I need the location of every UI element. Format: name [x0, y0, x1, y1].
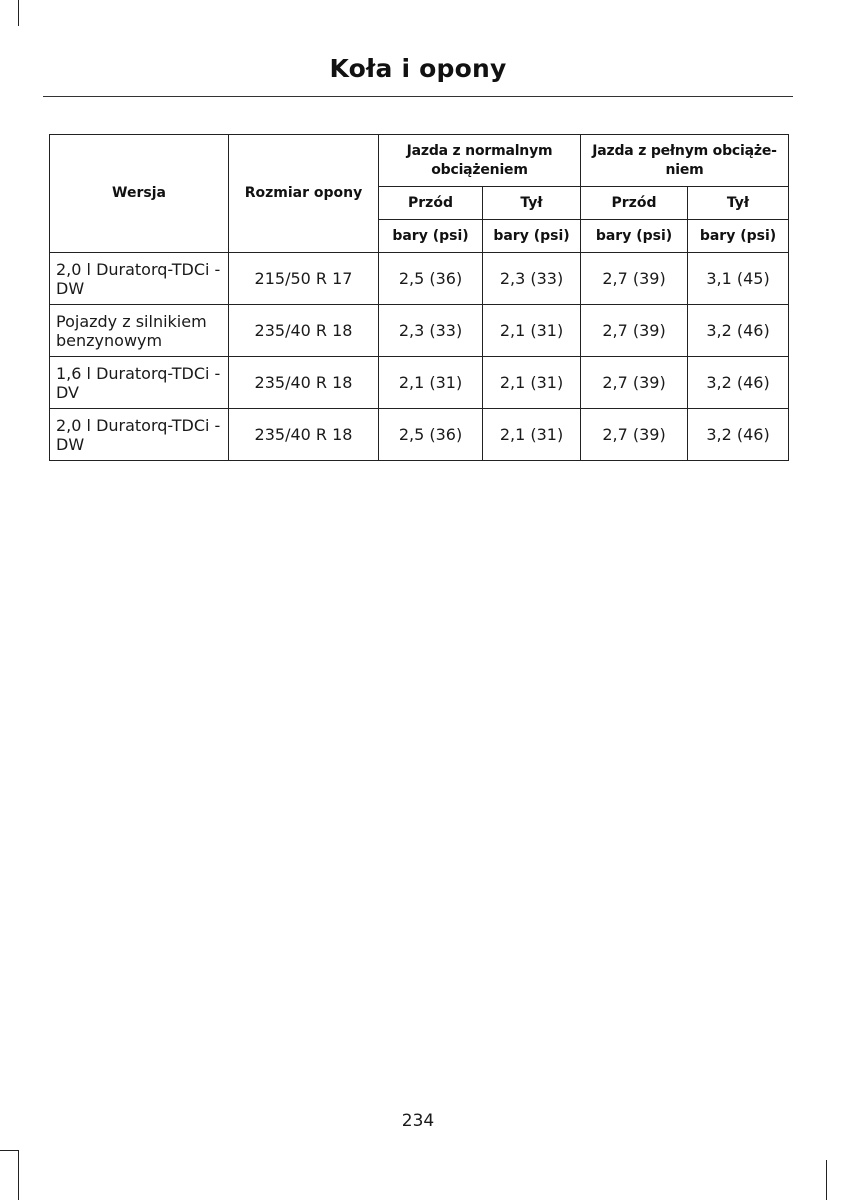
header-unit-normal-rear: bary (psi) — [483, 220, 581, 253]
header-unit-full-front: bary (psi) — [581, 220, 688, 253]
cell-tire-size: 215/50 R 17 — [229, 253, 379, 305]
cell-full-front: 2,7 (39) — [581, 357, 688, 409]
cell-full-rear: 3,2 (46) — [688, 357, 789, 409]
cell-version: 2,0 l Duratorq-TDCi - DW — [50, 253, 229, 305]
header-full-load: Jazda z pełnym obciąże-niem — [581, 135, 789, 187]
cell-full-rear: 3,1 (45) — [688, 253, 789, 305]
cell-version: 2,0 l Duratorq-TDCi - DW — [50, 409, 229, 461]
cell-full-rear: 3,2 (46) — [688, 409, 789, 461]
crop-mark-bottom-left-horizontal — [0, 1150, 18, 1151]
header-normal-load: Jazda z normalnym obciążeniem — [379, 135, 581, 187]
page-title: Koła i opony — [329, 54, 507, 83]
crop-mark-bottom-left — [18, 1150, 19, 1200]
crop-mark-top-left — [18, 0, 19, 26]
cell-full-front: 2,7 (39) — [581, 409, 688, 461]
cell-version: 1,6 l Duratorq-TDCi - DV — [50, 357, 229, 409]
crop-mark-bottom-right — [826, 1160, 827, 1200]
table-row — [50, 305, 789, 357]
cell-normal-rear: 2,1 (31) — [483, 305, 581, 357]
cell-normal-rear: 2,3 (33) — [483, 253, 581, 305]
cell-tire-size: 235/40 R 18 — [229, 357, 379, 409]
header-unit-full-rear: bary (psi) — [688, 220, 789, 253]
cell-normal-rear: 2,1 (31) — [483, 409, 581, 461]
header-normal-rear: Tył — [483, 187, 581, 220]
table-row — [50, 357, 789, 409]
cell-full-rear: 3,2 (46) — [688, 305, 789, 357]
cell-normal-front: 2,5 (36) — [379, 253, 483, 305]
header-tire-size: Rozmiar opony — [229, 135, 379, 253]
header-full-rear: Tył — [688, 187, 789, 220]
header-unit-normal-front: bary (psi) — [379, 220, 483, 253]
header-full-front: Przód — [581, 187, 688, 220]
table-row — [50, 253, 789, 305]
cell-full-front: 2,7 (39) — [581, 305, 688, 357]
page-number: 234 — [401, 1111, 435, 1131]
cell-normal-rear: 2,1 (31) — [483, 357, 581, 409]
cell-normal-front: 2,1 (31) — [379, 357, 483, 409]
cell-normal-front: 2,5 (36) — [379, 409, 483, 461]
header-normal-front: Przód — [379, 187, 483, 220]
cell-tire-size: 235/40 R 18 — [229, 305, 379, 357]
tire-pressure-table — [49, 134, 789, 461]
cell-tire-size: 235/40 R 18 — [229, 409, 379, 461]
cell-normal-front: 2,3 (33) — [379, 305, 483, 357]
cell-version: Pojazdy z silnikiem benzynowym — [50, 305, 229, 357]
title-divider — [43, 96, 793, 97]
cell-full-front: 2,7 (39) — [581, 253, 688, 305]
header-version: Wersja — [50, 135, 229, 253]
table-row — [50, 409, 789, 461]
